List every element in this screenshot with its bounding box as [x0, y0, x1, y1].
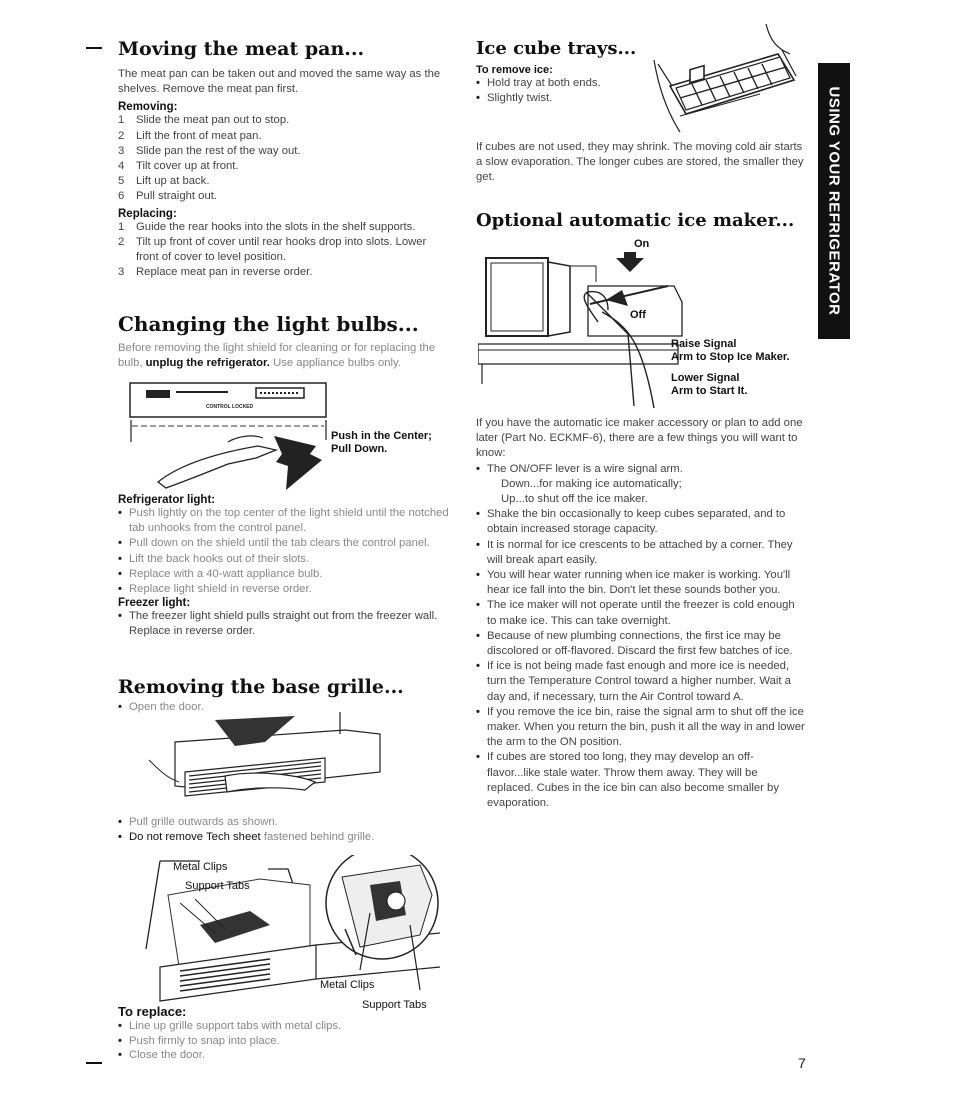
ice-maker-tips-list [476, 507, 806, 811]
list-item: 2 Lift the front of meat pan. [118, 129, 262, 142]
ice-maker-lever-list [476, 462, 806, 508]
side-tab-label: USING YOUR REFRIGERATOR [825, 86, 843, 316]
ice-maker-intro: If you have the automatic ice maker accessory or plan to add one later (Part No. ECKMF-6), there are a few things you will want to know: [476, 417, 803, 460]
ice-tray-illustration [640, 24, 800, 136]
list-item: • Push lightly on the top center of the light shield until the notched tab unhooks from the control panel. [118, 506, 452, 536]
list-item: 2 Tilt up front of cover until rear hooks drop into slots. Lower front of cover to level position. [118, 235, 427, 264]
remove-ice-list [476, 76, 646, 106]
ice-maker-off-label: Off [630, 309, 646, 321]
page-number: 7 [798, 1055, 806, 1071]
meat-pan-intro: The meat pan can be taken out and moved the same way as the shelves. Remove the meat pan first. [118, 68, 441, 96]
grille-clips-illustration [120, 855, 450, 1005]
refrigerator-light-label: Refrigerator light: [118, 494, 216, 506]
base-grille-section [118, 676, 452, 715]
list-item: • Hold tray at both ends. [476, 76, 646, 91]
list-item: • The ON/OFF lever is a wire signal arm. Down...for making ice automatically; Up...to shut off the ice maker. [476, 462, 806, 508]
support-tabs-top-label: Support Tabs [185, 880, 250, 892]
list-item: • Push firmly to snap into place. [118, 1034, 452, 1049]
replacing-steps [118, 220, 452, 281]
list-item: • The ice maker will not operate until the freezer is cold enough to make ice. This can take overnight. [476, 598, 806, 628]
svg-text:CONTROL LOCKED: CONTROL LOCKED [206, 404, 254, 410]
replace-grille-list [118, 1019, 452, 1063]
light-bulbs-intro: Before removing the light shield for cleaning or for replacing the bulb, unplug the refrigerator. Use appliance bulbs only. [118, 342, 436, 370]
list-item: • Shake the bin occasionally to keep cubes separated, and to obtain increased storage capacity. [476, 507, 806, 537]
list-item: • Open the door. [118, 700, 452, 715]
list-item: 6 Pull straight out. [118, 190, 218, 203]
section-side-tab [818, 63, 850, 339]
light-bulbs-title: Changing the light bulbs... [118, 312, 419, 336]
margin-mark-bottom [86, 1062, 102, 1064]
meat-pan-title: Moving the meat pan... [118, 38, 365, 60]
ice-trays-title: Ice cube trays... [476, 38, 637, 59]
ice-maker-on-label: On [634, 238, 650, 250]
support-tabs-bottom-label: Support Tabs [362, 999, 427, 1011]
metal-clips-bottom-label: Metal Clips [320, 979, 375, 991]
list-item: • Close the door. [118, 1048, 452, 1063]
refrigerator-light-list [118, 506, 452, 597]
pull-grille-list [118, 815, 452, 845]
removing-label: Removing: [118, 101, 178, 114]
list-item: • Replace light shield in reverse order. [118, 582, 452, 597]
list-item: 5 Lift up at back. [118, 175, 210, 188]
replacing-label: Replacing: [118, 207, 177, 220]
list-item: 3 Replace meat pan in reverse order. [118, 266, 313, 279]
list-item: • You will hear water running when ice maker is working. You'll hear ice fall into the bin. Don't let these sounds bother you. [476, 568, 806, 598]
list-item: 1 Slide the meat pan out to stop. [118, 114, 290, 127]
raise-signal-callout: Raise Signal Arm to Stop Ice Maker. [671, 338, 790, 363]
list-item: • If cubes are stored too long, they may develop an off-flavor...like stale water. Throw them away. They will be replaced. Cubes in the ice bin can also become smaller by evaporation. [476, 750, 806, 811]
to-replace-label: To replace: [118, 1004, 187, 1019]
push-down-arrow-icon [270, 432, 328, 492]
list-item: • If you remove the ice bin, raise the signal arm to shut off the ice maker. When you return the bin, push it all the way in and lower the arm to the ON position. [476, 705, 806, 751]
replace-grille-section [118, 1004, 452, 1063]
list-item: • Pull down on the shield until the tab clears the control panel. [118, 536, 452, 551]
list-item: • Lift the back hooks out of their slots. [118, 552, 452, 567]
list-item: • Replace with a 40-watt appliance bulb. [118, 567, 452, 582]
freezer-light-list [118, 609, 452, 639]
push-pull-callout: Push in the Center; Pull Down. [331, 430, 432, 455]
grille-instructions [118, 815, 452, 845]
list-item: • Slightly twist. [476, 91, 646, 106]
ice-maker-title: Optional automatic ice maker... [476, 210, 795, 231]
list-item: 4 Tilt cover up at front. [118, 160, 239, 173]
list-item: • Pull grille outwards as shown. [118, 815, 452, 830]
list-item: • Do not remove Tech sheet fastened behind grille. [118, 830, 452, 845]
base-grille-title: Removing the base grille... [118, 676, 404, 698]
list-item: • Because of new plumbing connections, the first ice may be discolored or off-flavored. Discard the first few batches of ice. [476, 629, 806, 659]
lower-signal-callout: Lower Signal Arm to Start It. [671, 372, 748, 397]
light-bulbs-section [118, 312, 452, 371]
margin-mark-top [86, 47, 102, 49]
remove-ice-label: To remove ice: [476, 64, 553, 76]
list-item: • If ice is not being made fast enough and more ice is needed, turn the Temperature Control toward a higher number. Wait a day and, if necessary, turn the Air Control toward A. [476, 659, 806, 705]
refrigerator-light-section [118, 494, 452, 640]
ice-trays-note: If cubes are not used, they may shrink. The moving cold air starts a slow evaporation. The longer cubes are stored, the smaller they get. [476, 141, 804, 184]
freezer-light-label: Freezer light: [118, 597, 191, 610]
ice-maker-text [476, 416, 806, 811]
ice-maker-illustration [478, 252, 688, 410]
meat-pan-section [118, 38, 452, 280]
grille-pull-illustration [145, 712, 390, 812]
ice-trays-section [476, 38, 646, 106]
list-item: 1 Guide the rear hooks into the slots in the shelf supports. [118, 220, 416, 233]
removing-steps [118, 113, 452, 204]
list-item: • It is normal for ice crescents to be attached by a corner. They will break apart easily. [476, 538, 806, 568]
list-item: 3 Slide pan the rest of the way out. [118, 144, 301, 157]
metal-clips-top-label: Metal Clips [173, 861, 228, 873]
list-item: • Line up grille support tabs with metal clips. [118, 1019, 452, 1034]
list-item: • The freezer light shield pulls straight out from the freezer wall. Replace in reverse order. [118, 609, 452, 639]
